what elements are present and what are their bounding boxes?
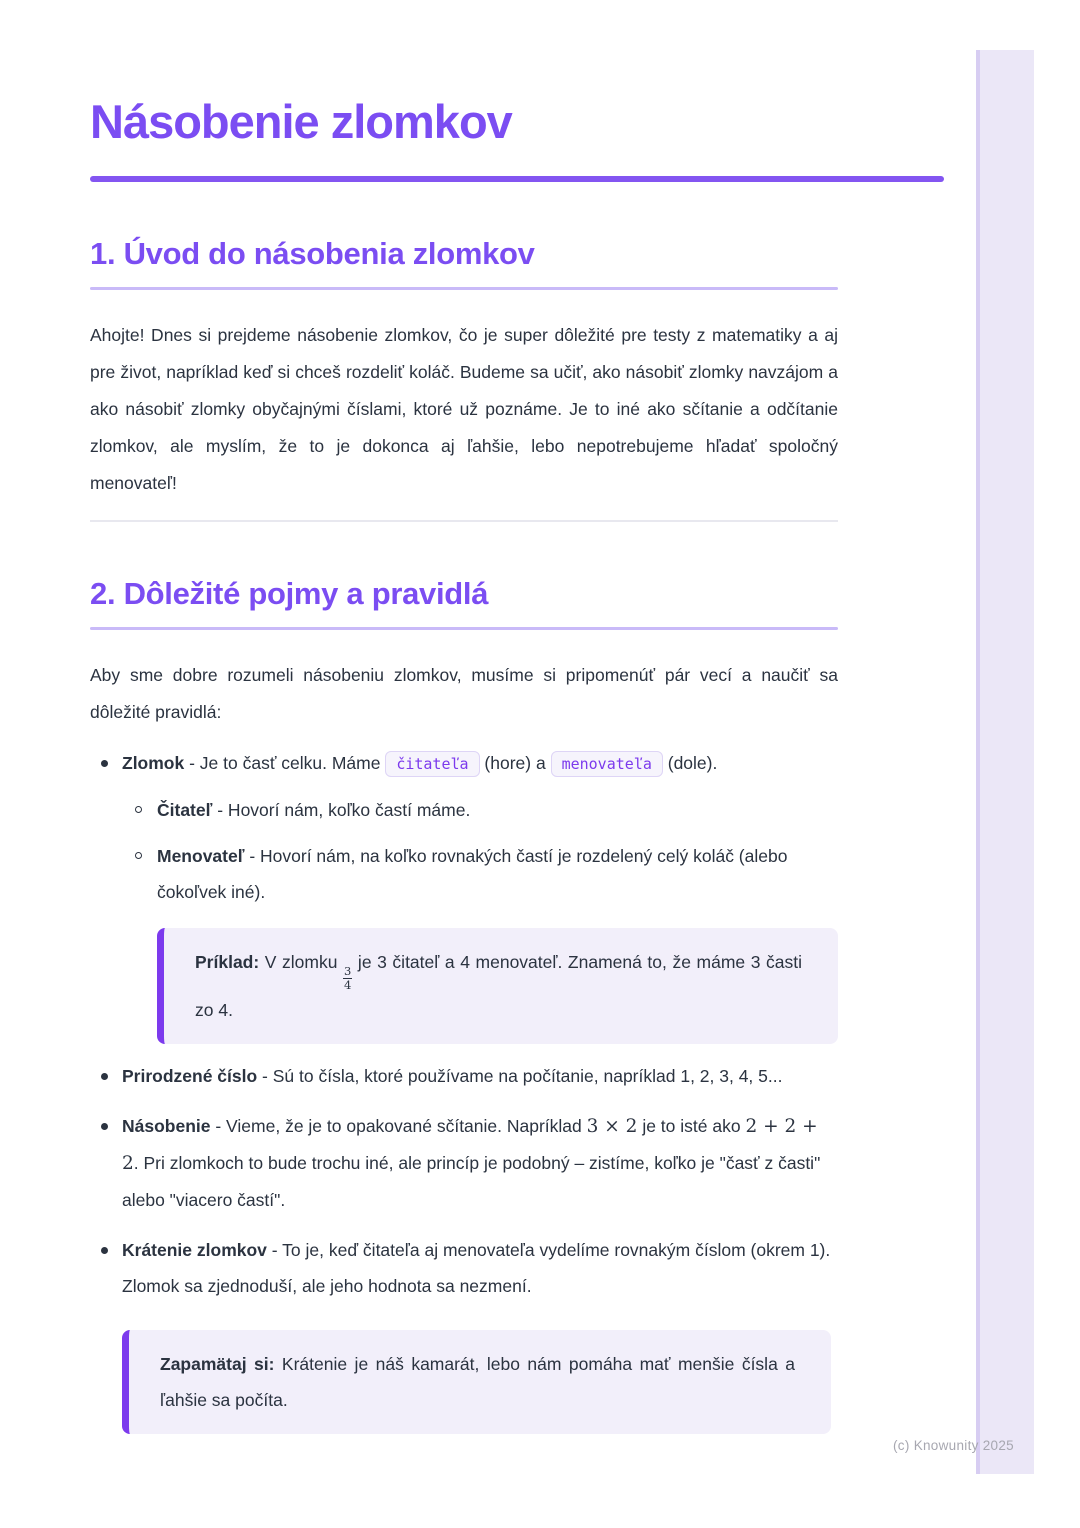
term-label: Krátenie zlomkov — [122, 1239, 267, 1260]
concepts-intro-paragraph: Aby sme dobre rozumeli násobeniu zlomkov, musíme si pripomenúť pár vecí a naučiť sa dôležité pravidlá: — [90, 665, 838, 722]
intro-paragraph: Ahojte! Dnes si prejdeme násobenie zlomkov, čo je super dôležité pre testy z matematiky a aj pre život, napríklad keď si chceš rozdeliť koláč. Budeme sa učiť, ako násobiť zlomky navzájom a ako násobiť zlomky obyčajnými číslami, ktoré už poznáme. Je to iné ako sčítanie a odčítanie zlomkov, ale myslím, že to je dokonca aj ľahšie, lebo nepotrebujeme hľadať spoločný menovateľ! — [90, 325, 838, 493]
section-1-heading: 1. Úvod do násobenia zlomkov — [90, 236, 535, 271]
list-item-prirodzene-cislo — [90, 1058, 838, 1094]
code-chip-menovatela: menovateľa — [551, 751, 663, 777]
code-chip-citatela: čitateľa — [385, 751, 479, 777]
bullet-icon — [101, 1123, 108, 1130]
notes-document — [90, 0, 838, 1434]
example-text: je 3 čitateľ a 4 menovateľ. Znamená to, že máme 3 časti zo 4. — [195, 952, 802, 1020]
term-label: Zlomok — [122, 753, 185, 773]
remember-callout — [122, 1330, 831, 1434]
list-item-kratenie-zlomkov — [90, 1232, 838, 1304]
term-description: (hore) a — [479, 753, 551, 773]
term-description: - Hovorí nám, na koľko rovnakých častí je rozdelený celý koláč (alebo čokoľvek iné). — [157, 846, 788, 902]
bullet-icon — [101, 760, 108, 767]
circle-bullet-icon — [135, 806, 142, 813]
bullet-icon — [101, 1247, 108, 1254]
list-item-nasobenie — [90, 1108, 838, 1218]
concepts-list — [90, 745, 838, 1304]
term-label: Prirodzené číslo — [122, 1065, 258, 1086]
term-label: Násobenie — [122, 1115, 211, 1136]
heading-underline — [90, 627, 838, 630]
sublist-item-text — [157, 792, 838, 828]
title-divider — [90, 176, 944, 182]
term-description: - Sú to čísla, ktoré používame na počítanie, napríklad 1, 2, 3, 4, 5... — [257, 1065, 783, 1086]
page-title: Násobenie zlomkov — [90, 95, 512, 148]
fraction-denominator: 4 — [344, 977, 352, 992]
section-divider — [90, 520, 838, 522]
term-description: - Hovorí nám, koľko častí máme. — [212, 800, 471, 820]
fraction-three-quarters — [343, 965, 352, 992]
circle-bullet-icon — [135, 852, 142, 859]
list-item-text — [122, 745, 838, 1044]
heading-underline — [90, 287, 838, 290]
sublist-item-text — [157, 838, 838, 910]
example-label: Príklad: — [195, 952, 260, 972]
sublist-item-citatel — [122, 792, 838, 828]
right-accent-bar — [976, 50, 1034, 1474]
section-2-heading: 2. Dôležité pojmy a pravidlá — [90, 576, 489, 611]
zlomok-sublist — [122, 792, 838, 910]
example-text: V zlomku — [259, 952, 344, 972]
remember-text: Krátenie je náš kamarát, lebo nám pomáha mať menšie čísla a ľahšie sa počíta. — [160, 1353, 795, 1410]
sublist-item-menovatel — [122, 838, 838, 910]
term-description: . Pri zlomkoch to bude trochu iné, ale princíp je podobný – zistíme, koľko je "časť z časti" alebo "viacero častí". — [122, 1152, 821, 1210]
term-description: - Je to časť celku. Máme — [184, 753, 386, 773]
term-label: Menovateľ — [157, 846, 245, 866]
remember-label: Zapamätaj si: — [160, 1353, 275, 1374]
list-item-text — [122, 1232, 838, 1304]
math-expression: 3 × 2 — [586, 1115, 638, 1137]
section-concepts — [90, 576, 838, 1434]
term-description: - To je, keď čitateľa aj menovateľa vydelíme rovnakým číslom (okrem 1). Zlomok sa zjednoduší, ale jeho hodnota sa nezmení. — [122, 1239, 831, 1296]
list-item-text — [122, 1108, 838, 1218]
math-expression: 2 + 2 + 2 — [122, 1115, 818, 1174]
term-label: Čitateľ — [157, 800, 213, 820]
term-description: - Vieme, že je to opakované sčítanie. Napríklad — [210, 1115, 587, 1136]
section-intro — [90, 236, 838, 502]
fraction-numerator: 3 — [344, 964, 352, 978]
term-description: je to isté ako — [637, 1115, 746, 1136]
list-item-text — [122, 1058, 838, 1094]
example-callout — [157, 928, 838, 1044]
copyright-watermark: (c) Knowunity 2025 — [893, 1438, 1014, 1453]
term-description: (dole). — [662, 753, 718, 773]
bullet-icon — [101, 1073, 108, 1080]
list-item-zlomok — [90, 745, 838, 1044]
